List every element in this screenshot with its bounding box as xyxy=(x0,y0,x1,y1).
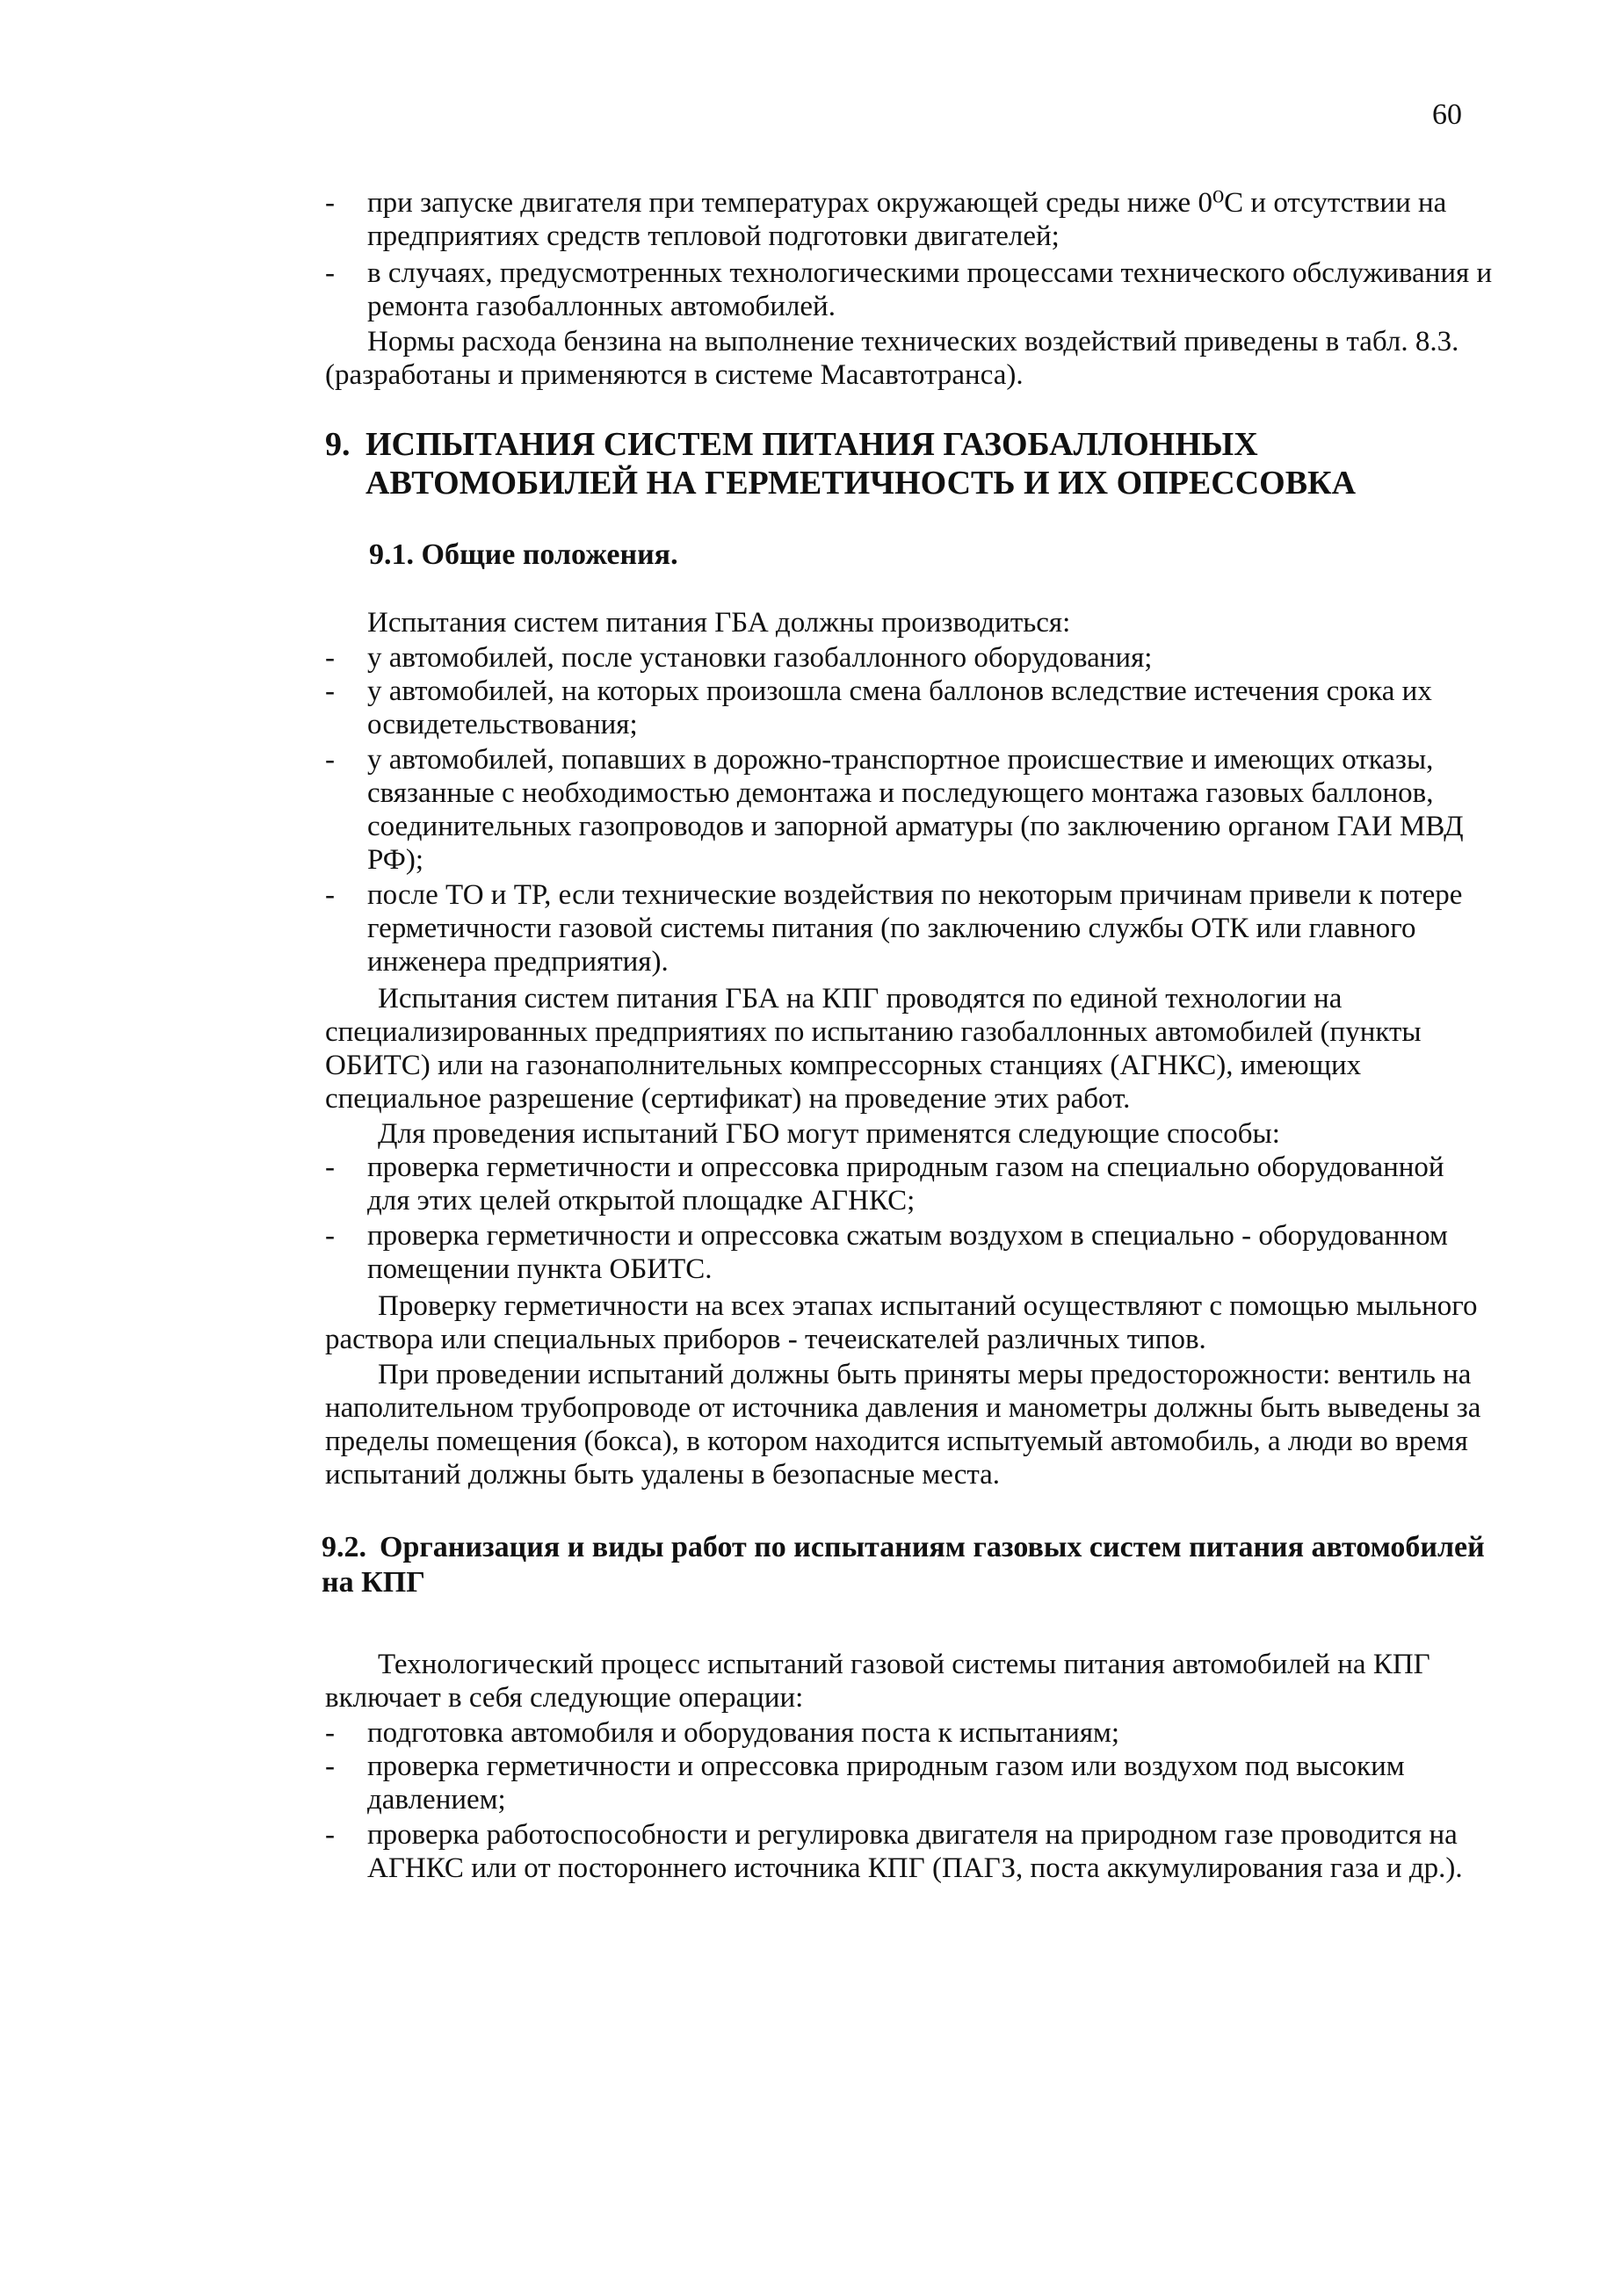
bullet-dash: - xyxy=(325,1751,335,1782)
list-item xyxy=(325,256,1494,323)
list-item-text: после ТО и ТР, если технические воздействия по некоторым причинам привели к потере герметичности газовой системы питания (по заключению службы ОТК или главного инженера предприятия). xyxy=(367,879,1463,978)
list-item xyxy=(325,1219,1494,1286)
list-item xyxy=(325,743,1494,877)
section-number: 9. xyxy=(325,426,351,463)
subsection-heading: 9.1. Общие положения. xyxy=(369,538,678,571)
list-item-text: у автомобилей, на которых произошла смена баллонов вследствие истечения срока их освидетельствования; xyxy=(367,675,1432,740)
paragraph-text: Нормы расхода бензина на выполнение технических воздействий приведены в табл. 8.3. (разработаны и применяются в системе Масавтотранса). xyxy=(325,326,1459,391)
bullet-dash: - xyxy=(325,675,335,707)
list-item xyxy=(325,1151,1494,1217)
list-item-text: у автомобилей, после установки газобаллонного оборудования; xyxy=(367,642,1153,674)
paragraph xyxy=(325,325,1494,392)
list-item xyxy=(325,1750,1494,1816)
bullet-dash: - xyxy=(325,1152,335,1183)
paragraph: Испытания систем питания ГБА должны производиться: xyxy=(367,607,1071,639)
section-heading xyxy=(325,425,1494,502)
subsection-heading xyxy=(322,1530,1499,1600)
list-item xyxy=(325,641,1494,675)
paragraph: Для проведения испытаний ГБО могут применятся следующие способы: xyxy=(378,1118,1280,1150)
bullet-dash: - xyxy=(325,257,335,289)
list-item xyxy=(325,1716,1494,1750)
bullet-dash: - xyxy=(325,1220,335,1252)
bullet-dash: - xyxy=(325,879,335,911)
section-title: ИСПЫТАНИЯ СИСТЕМ ПИТАНИЯ ГАЗОБАЛЛОННЫХ АВТОМОБИЛЕЙ НА ГЕРМЕТИЧНОСТЬ И ИХ ОПРЕССОВКА xyxy=(366,426,1357,502)
list-item xyxy=(325,675,1494,741)
bullet-dash: - xyxy=(325,744,335,776)
bullet-dash: - xyxy=(325,1819,335,1851)
subsection-title: Организация и виды работ по испытаниям газовых систем питания автомобилей на КПГ xyxy=(322,1531,1485,1599)
list-item-text: при запуске двигателя при температурах окружающей среды ниже 0⁰С и отсутствии на предприятиях средств тепловой подготовки двигателей; xyxy=(367,187,1447,252)
list-item-text: у автомобилей, попавших в дорожно-транспортное происшествие и имеющих отказы, связанные с необходимостью демонтажа и последующего монтажа газовых баллонов, соединительных газопроводов и запорной арматуры (по заключению органом ГАИ МВД РФ); xyxy=(367,744,1464,876)
list-item-text: проверка работоспособности и регулировка двигателя на природном газе проводится на АГНКС или от постороннего источника КПГ (ПАГЗ, поста аккумулирования газа и др.). xyxy=(367,1819,1463,1884)
list-item-text: проверка герметичности и опрессовка природным газом или воздухом под высоким давлением; xyxy=(367,1751,1405,1816)
bullet-dash: - xyxy=(325,187,335,219)
list-item-text: в случаях, предусмотренных технологическими процессами технического обслуживания и ремонта газобаллонных автомобилей. xyxy=(367,257,1493,322)
paragraph: Проверку герметичности на всех этапах испытаний осуществляют с помощью мыльного раствора или специальных приборов - течеискателей различных типов. xyxy=(325,1290,1478,1355)
list-item-text: подготовка автомобиля и оборудования поста к испытаниям; xyxy=(367,1717,1120,1749)
list-item xyxy=(325,1818,1494,1885)
bullet-dash: - xyxy=(325,642,335,674)
list-item xyxy=(325,878,1494,978)
list-item-text: проверка герметичности и опрессовка природным газом на специально оборудованной для этих целей открытой площадке АГНКС; xyxy=(367,1152,1444,1217)
bullet-dash: - xyxy=(325,1717,335,1749)
paragraph: Технологический процесс испытаний газовой системы питания автомобилей на КПГ включает в себя следующие операции: xyxy=(325,1649,1430,1714)
list-item-text: проверка герметичности и опрессовка сжатым воздухом в специально - оборудованном помещении пункта ОБИТС. xyxy=(367,1220,1448,1285)
paragraph: При проведении испытаний должны быть приняты меры предосторожности: вентиль на наполительном трубопроводе от источника давления и манометры должны быть выведены за пределы помещения (бокса), в котором находится испытуемый автомобиль, а люди во время испытаний должны быть удалены в безопасные места. xyxy=(325,1359,1481,1491)
page-number: 60 xyxy=(1432,98,1462,131)
list-item xyxy=(325,186,1494,253)
paragraph: Испытания систем питания ГБА на КПГ проводятся по единой технологии на специализированных предприятиях по испытанию газобаллонных автомобилей (пункты ОБИТС) или на газонаполнительных компрессорных станциях (АГНКС), имеющих специальное разрешение (сертификат) на проведение этих работ. xyxy=(325,983,1422,1115)
subsection-number: 9.2. xyxy=(322,1531,366,1563)
